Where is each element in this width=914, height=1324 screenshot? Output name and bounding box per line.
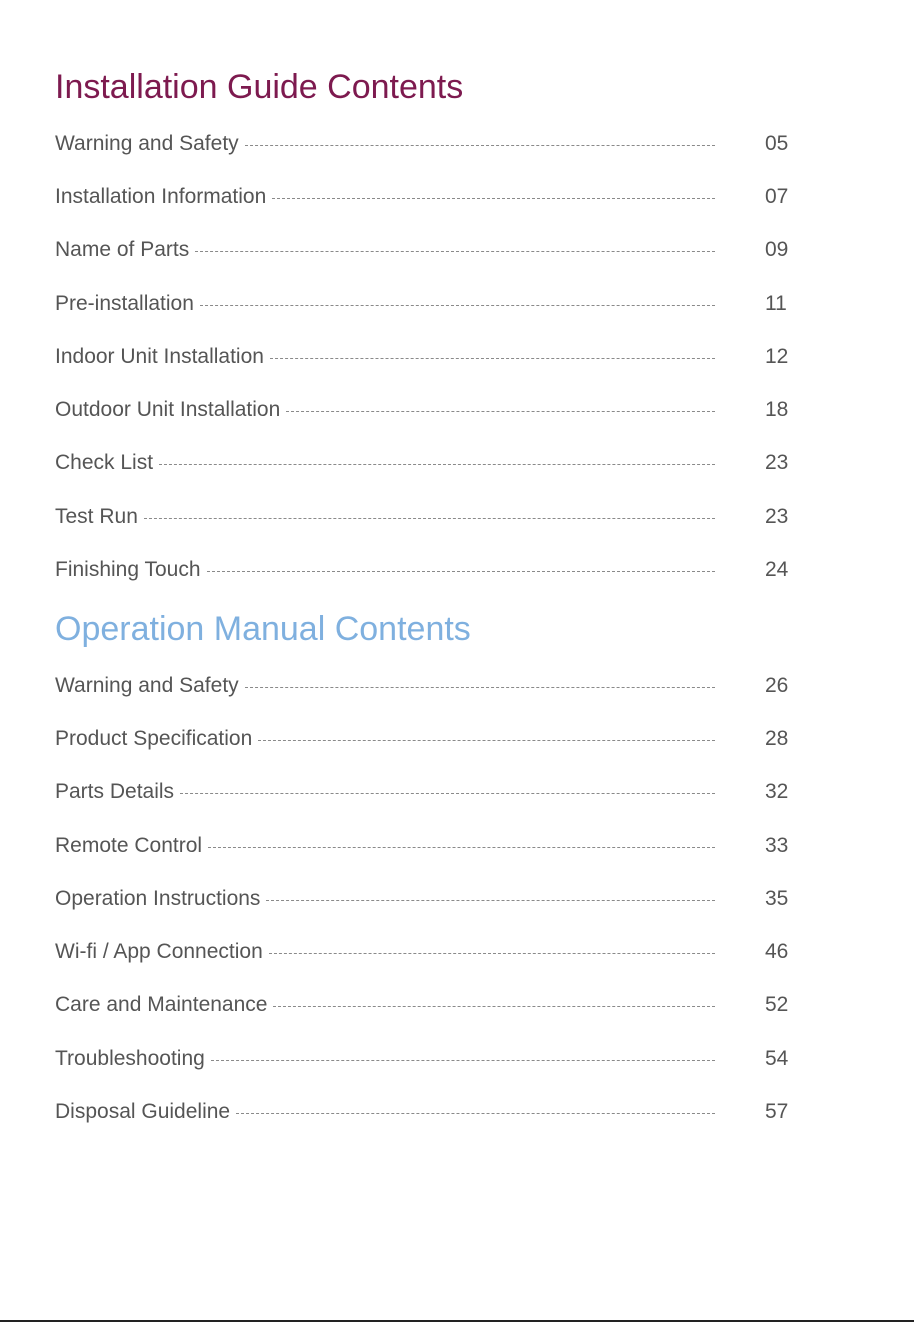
toc-item-page-number: 32 — [765, 780, 789, 804]
operation-toc-list — [55, 659, 791, 1139]
installation-guide-title: Installation Guide Contents — [55, 68, 464, 106]
toc-item-pre-installation[interactable] — [55, 277, 791, 330]
toc-item-label: Remote Control — [55, 833, 203, 857]
toc-item-page-number: 54 — [765, 1046, 789, 1070]
toc-item-label: Product Specification — [55, 726, 253, 750]
toc-item-disposal-guideline[interactable] — [55, 1085, 791, 1138]
toc-item-label: Finishing Touch — [55, 558, 201, 582]
toc-item-check-list[interactable] — [55, 437, 791, 490]
dotted-leader — [245, 145, 715, 146]
page-bottom-divider — [0, 1320, 914, 1322]
toc-item-indoor-unit-installation[interactable] — [55, 330, 791, 383]
toc-item-label: Warning and Safety — [55, 131, 239, 155]
dotted-leader — [258, 740, 715, 741]
toc-item-warning-and-safety[interactable] — [55, 117, 791, 170]
toc-item-page-number: 05 — [765, 131, 789, 155]
toc-item-page-number: 11 — [765, 291, 787, 315]
toc-item-wifi-app-connection[interactable] — [55, 925, 791, 978]
toc-item-troubleshooting[interactable] — [55, 1032, 791, 1085]
toc-item-label: Care and Maintenance — [55, 993, 268, 1017]
toc-item-label: Disposal Guideline — [55, 1100, 231, 1124]
installation-toc-list — [55, 117, 791, 597]
dotted-leader — [207, 571, 715, 572]
toc-item-label: Installation Information — [55, 184, 267, 208]
toc-item-label: Troubleshooting — [55, 1046, 205, 1070]
toc-item-remote-control[interactable] — [55, 819, 791, 872]
toc-item-page-number: 35 — [765, 886, 789, 910]
toc-item-page-number: 26 — [765, 673, 789, 697]
toc-item-finishing-touch[interactable] — [55, 543, 791, 596]
dotted-leader — [269, 953, 715, 954]
toc-item-label: Indoor Unit Installation — [55, 344, 264, 368]
toc-item-page-number: 18 — [765, 398, 789, 422]
dotted-leader — [200, 305, 715, 306]
toc-item-page-number: 12 — [765, 344, 789, 368]
dotted-leader — [144, 518, 715, 519]
dotted-leader — [270, 358, 715, 359]
dotted-leader — [245, 687, 715, 688]
dotted-leader — [286, 411, 715, 412]
dotted-leader — [211, 1060, 715, 1061]
toc-item-label: Parts Details — [55, 780, 175, 804]
dotted-leader — [208, 847, 715, 848]
toc-item-installation-information[interactable] — [55, 170, 791, 223]
toc-item-care-and-maintenance[interactable] — [55, 979, 791, 1032]
toc-item-page-number: 46 — [765, 940, 789, 964]
toc-item-page-number: 07 — [765, 184, 789, 208]
dotted-leader — [159, 464, 715, 465]
toc-item-label: Outdoor Unit Installation — [55, 398, 281, 422]
dotted-leader — [266, 900, 715, 901]
toc-item-label: Test Run — [55, 504, 138, 528]
toc-item-product-specification[interactable] — [55, 712, 791, 765]
toc-item-label: Name of Parts — [55, 238, 190, 262]
toc-item-label: Check List — [55, 451, 154, 475]
dotted-leader — [273, 1006, 715, 1007]
toc-item-name-of-parts[interactable] — [55, 224, 791, 277]
toc-item-label: Warning and Safety — [55, 673, 239, 697]
toc-item-page-number: 52 — [765, 993, 789, 1017]
toc-item-page-number: 57 — [765, 1100, 789, 1124]
toc-item-test-run[interactable] — [55, 490, 791, 543]
toc-item-page-number: 24 — [765, 558, 789, 582]
toc-item-warning-and-safety[interactable] — [55, 659, 791, 712]
toc-item-label: Pre-installation — [55, 291, 194, 315]
toc-item-page-number: 28 — [765, 726, 789, 750]
toc-item-page-number: 23 — [765, 451, 789, 475]
toc-item-page-number: 09 — [765, 238, 789, 262]
dotted-leader — [180, 793, 715, 794]
toc-item-page-number: 23 — [765, 504, 789, 528]
dotted-leader — [272, 198, 715, 199]
dotted-leader — [195, 251, 715, 252]
toc-item-operation-instructions[interactable] — [55, 872, 791, 925]
toc-item-page-number: 33 — [765, 833, 789, 857]
toc-item-label: Wi-fi / App Connection — [55, 940, 263, 964]
operation-manual-title: Operation Manual Contents — [55, 610, 471, 648]
toc-item-parts-details[interactable] — [55, 766, 791, 819]
dotted-leader — [236, 1113, 715, 1114]
toc-item-label: Operation Instructions — [55, 886, 261, 910]
toc-item-outdoor-unit-installation[interactable] — [55, 383, 791, 436]
